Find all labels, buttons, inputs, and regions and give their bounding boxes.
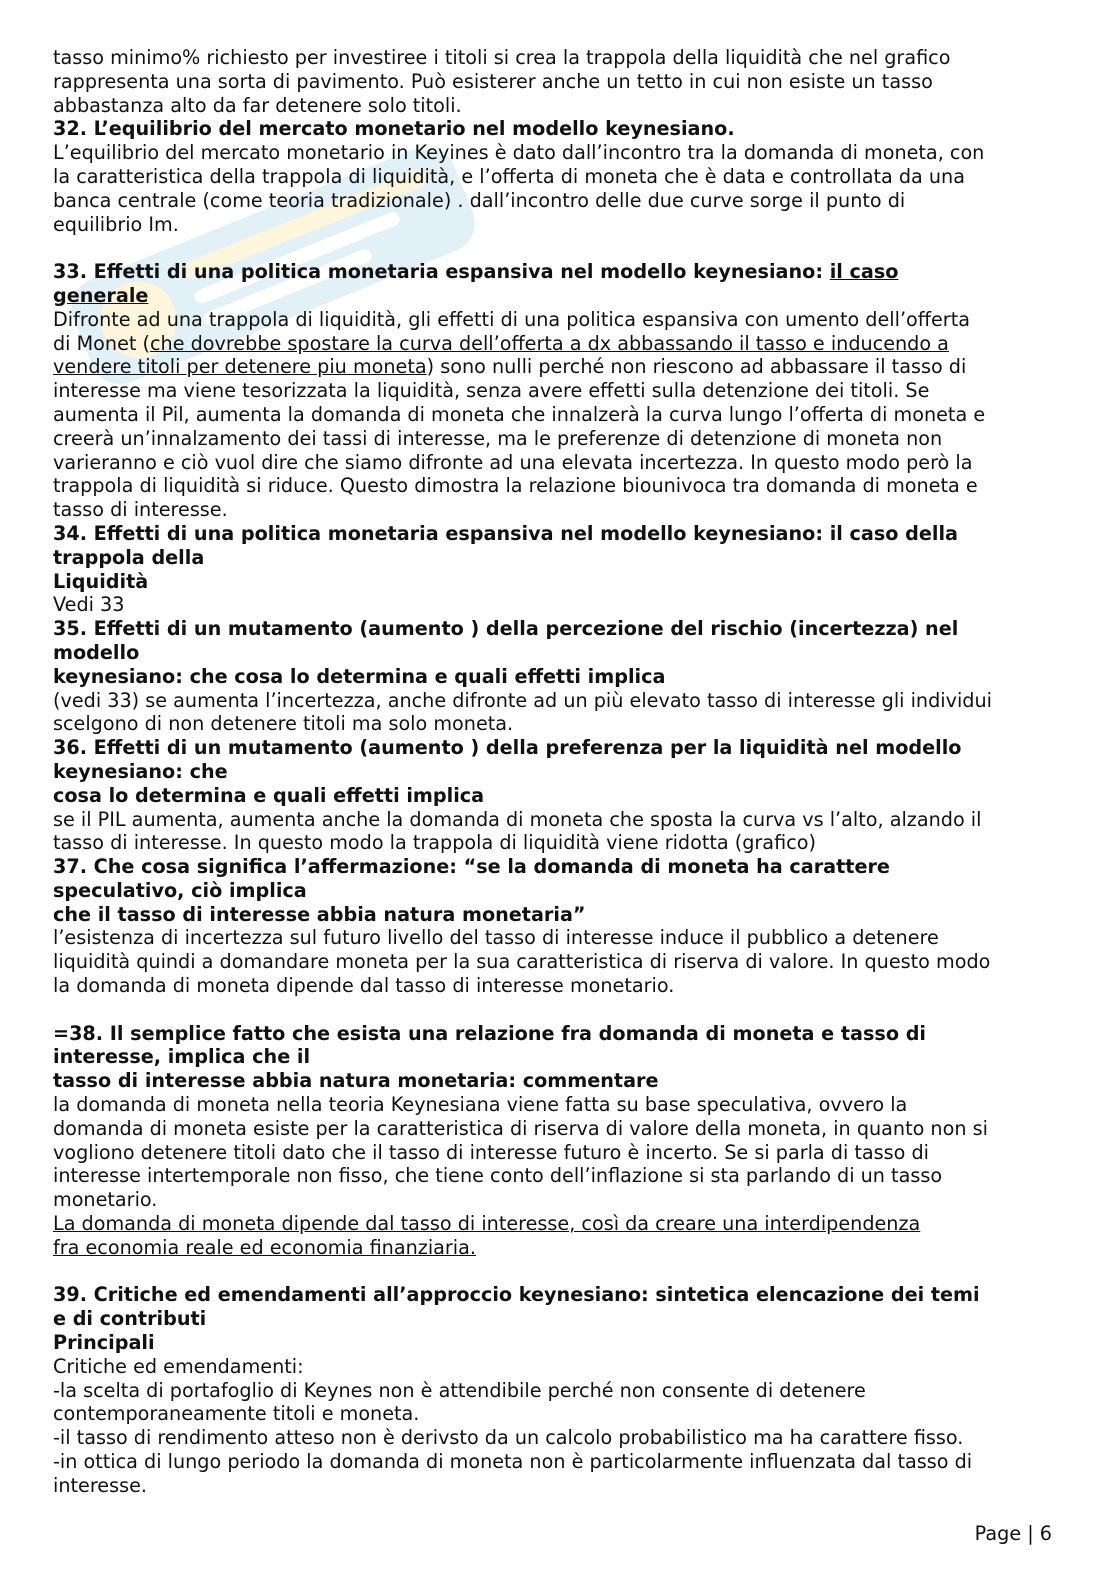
- q32-line-1: L’equilibrio del mercato monetario in Keyines è dato dall’incontro tra la domanda di moneta, con: [53, 141, 985, 165]
- q37-line-1: l’esistenza di incertezza sul futuro livello del tasso di interesse induce il pubblico a detenere: [53, 926, 939, 950]
- q33-line-7: varieranno e ciò vuol dire che siamo difronte ad una elevata incertezza. In questo modo però la: [53, 450, 973, 474]
- heading-q38-cont-2: tasso di interesse abbia natura monetaria: commentare: [53, 1069, 659, 1093]
- intro-line-2: rappresenta una sorta di pavimento. Può esisterer anche un tetto in cui non esiste un tasso: [53, 69, 933, 93]
- heading-q34-cont-2: Liquidità: [53, 569, 149, 593]
- q35-line-2: scelgono di non detenere titoli ma solo moneta.: [53, 712, 514, 736]
- heading-q39-cont-1: e di contributi: [53, 1307, 207, 1331]
- spacer: [53, 1260, 1063, 1284]
- q39-line-2: -la scelta di portafoglio di Keynes non è attendibile perché non consente di detenere: [53, 1378, 866, 1402]
- q38-underlined-line-1: [53, 1212, 1063, 1236]
- q39-line-1: Critiche ed emendamenti:: [53, 1354, 304, 1378]
- heading-q34: 34. Effetti di una politica monetaria espansiva nel modello keynesiano: il caso della: [53, 521, 958, 545]
- heading-q33: [53, 260, 1063, 284]
- heading-q39-cont-2: Principali: [53, 1331, 155, 1355]
- spacer: [53, 236, 1063, 260]
- q39-line-3: contemporaneamente titoli e moneta.: [53, 1402, 420, 1426]
- heading-q36-cont-2: cosa lo determina e quali effetti implica: [53, 783, 485, 807]
- heading-q35-cont-1: modello: [53, 640, 140, 664]
- heading-q34-cont-1: trappola della: [53, 545, 205, 569]
- document-body: [53, 46, 1063, 1498]
- heading-q38-cont-1: interesse, implica che il: [53, 1045, 311, 1069]
- q37-line-2: liquidità quindi a domandare moneta per la sua caratteristica di riserva di valore. In questo modo: [53, 950, 991, 974]
- q35-line-1: (vedi 33) se aumenta l’incertezza, anche difronte ad un più elevato tasso di interesse gli individui: [53, 688, 992, 712]
- q39-line-4: -il tasso di rendimento atteso non è derivsto da un calcolo probabilistico ma ha carattere fisso.: [53, 1426, 964, 1450]
- q33-line-5: aumenta il Pil, aumenta la domanda di moneta che innalzerà la curva lungo l’offerta di moneta e: [53, 402, 986, 426]
- q37-line-3: la domanda di moneta dipende dal tasso di interesse monetario.: [53, 974, 675, 998]
- q33-line-2: [53, 332, 1063, 356]
- q38-underlined-text-2: fra economia reale ed economia finanziaria.: [53, 1235, 476, 1259]
- q33-line-1: Difronte ad una trappola di liquidità, gli effetti di una politica espansiva con umento dell’offerta: [53, 307, 970, 331]
- heading-q33-part-a: 33. Effetti di una politica monetaria espansiva nel modello keynesiano:: [53, 260, 830, 284]
- heading-q38: =38. Il semplice fatto che esista una relazione fra domanda di moneta e tasso di: [53, 1021, 927, 1045]
- q38-line-1: la domanda di moneta nella teoria Keynesiana viene fatta su base speculativa, ovvero la: [53, 1093, 908, 1117]
- q39-line-5: -in ottica di lungo periodo la domanda di moneta non è particolarmente influenzata dal tasso di: [53, 1450, 973, 1474]
- q33-line-2-a: di Monet (: [53, 331, 150, 355]
- q33-line-2-b: che dovrebbe spostare la curva dell’offerta a dx abbassando il tasso e inducendo a: [149, 331, 949, 355]
- q38-underlined-line-2: [53, 1236, 1063, 1260]
- q39-line-6: interesse.: [53, 1473, 147, 1497]
- heading-q35: 35. Effetti di un mutamento (aumento ) della percezione del rischio (incertezza) nel: [53, 617, 959, 641]
- intro-line-1: tasso minimo% richiesto per investiree i titoli si crea la trappola della liquidità che nel grafico: [53, 46, 951, 69]
- heading-q32: 32. L’equilibrio del mercato monetario nel modello keynesiano.: [53, 117, 735, 141]
- heading-q35-cont-2: keynesiano: che cosa lo determina e quali effetti implica: [53, 664, 666, 688]
- heading-q36: 36. Effetti di un mutamento (aumento ) della preferenza per la liquidità nel modello: [53, 736, 962, 760]
- heading-q33-part-b: il caso: [829, 260, 899, 284]
- q32-line-3: banca centrale (come teoria tradizionale) . dall’incontro delle due curve sorge il punto di: [53, 188, 906, 212]
- heading-q36-cont-1: keynesiano: che: [53, 759, 228, 783]
- q34-body: Vedi 33: [53, 593, 125, 617]
- q33-line-3: [53, 355, 1063, 379]
- q32-line-2: la caratteristica della trappola di liquidità, e l’offerta di moneta che è data e controllata da una: [53, 164, 965, 188]
- heading-q37: 37. Che cosa significa l’affermazione: “se la domanda di moneta ha carattere: [53, 855, 890, 879]
- heading-q37-cont-2: che il tasso di interesse abbia natura monetaria”: [53, 902, 586, 926]
- q33-line-3-a: vendere titoli per detenere piu moneta: [53, 355, 427, 379]
- q33-line-9: tasso di interesse.: [53, 498, 228, 522]
- q38-line-3: vogliono detenere titoli dato che il tasso di interesse futuro è incerto. Se si parla di tasso di: [53, 1140, 930, 1164]
- q36-line-1: se il PIL aumenta, aumenta anche la domanda di moneta che sposta la curva vs l’alto, alzando il: [53, 807, 982, 831]
- q38-line-4: interesse intertemporale non fisso, che tiene conto dell’inflazione si sta parlando di un tasso: [53, 1164, 943, 1188]
- q33-line-3-b: ) sono nulli perché non riescono ad abbassare il tasso di: [426, 355, 967, 379]
- q33-line-4: interesse ma viene tesorizzata la liquidità, senza avere effetti sulla detenzione dei titoli. Se: [53, 379, 930, 403]
- q38-line-2: domanda di moneta esiste per la caratteristica di riserva di valore della moneta, in quanto non si: [53, 1116, 988, 1140]
- q38-underlined-text-1: La domanda di moneta dipende dal tasso di interesse, così da creare una interdipendenza: [53, 1212, 921, 1236]
- heading-q33-cont: generale: [53, 283, 149, 307]
- q32-line-4: equilibrio Im.: [53, 212, 179, 236]
- heading-q39: 39. Critiche ed emendamenti all’approccio keynesiano: sintetica elencazione dei temi: [53, 1283, 980, 1307]
- q33-line-6: creerà un’innalzamento dei tassi di interesse, ma le preferenze di detenzione di moneta non: [53, 426, 943, 450]
- q38-line-5: monetario.: [53, 1188, 158, 1212]
- q33-line-8: trappola di liquidità si riduce. Questo dimostra la relazione biounivoca tra domanda di moneta e: [53, 474, 978, 498]
- q36-line-2: tasso di interesse. In questo modo la trappola di liquidità viene ridotta (grafico): [53, 831, 816, 855]
- spacer: [53, 998, 1063, 1022]
- page-number: Page | 6: [974, 1522, 1052, 1545]
- heading-q37-cont-1: speculativo, ciò implica: [53, 878, 307, 902]
- intro-line-3: abbastanza alto da far detenere solo titoli.: [53, 93, 462, 117]
